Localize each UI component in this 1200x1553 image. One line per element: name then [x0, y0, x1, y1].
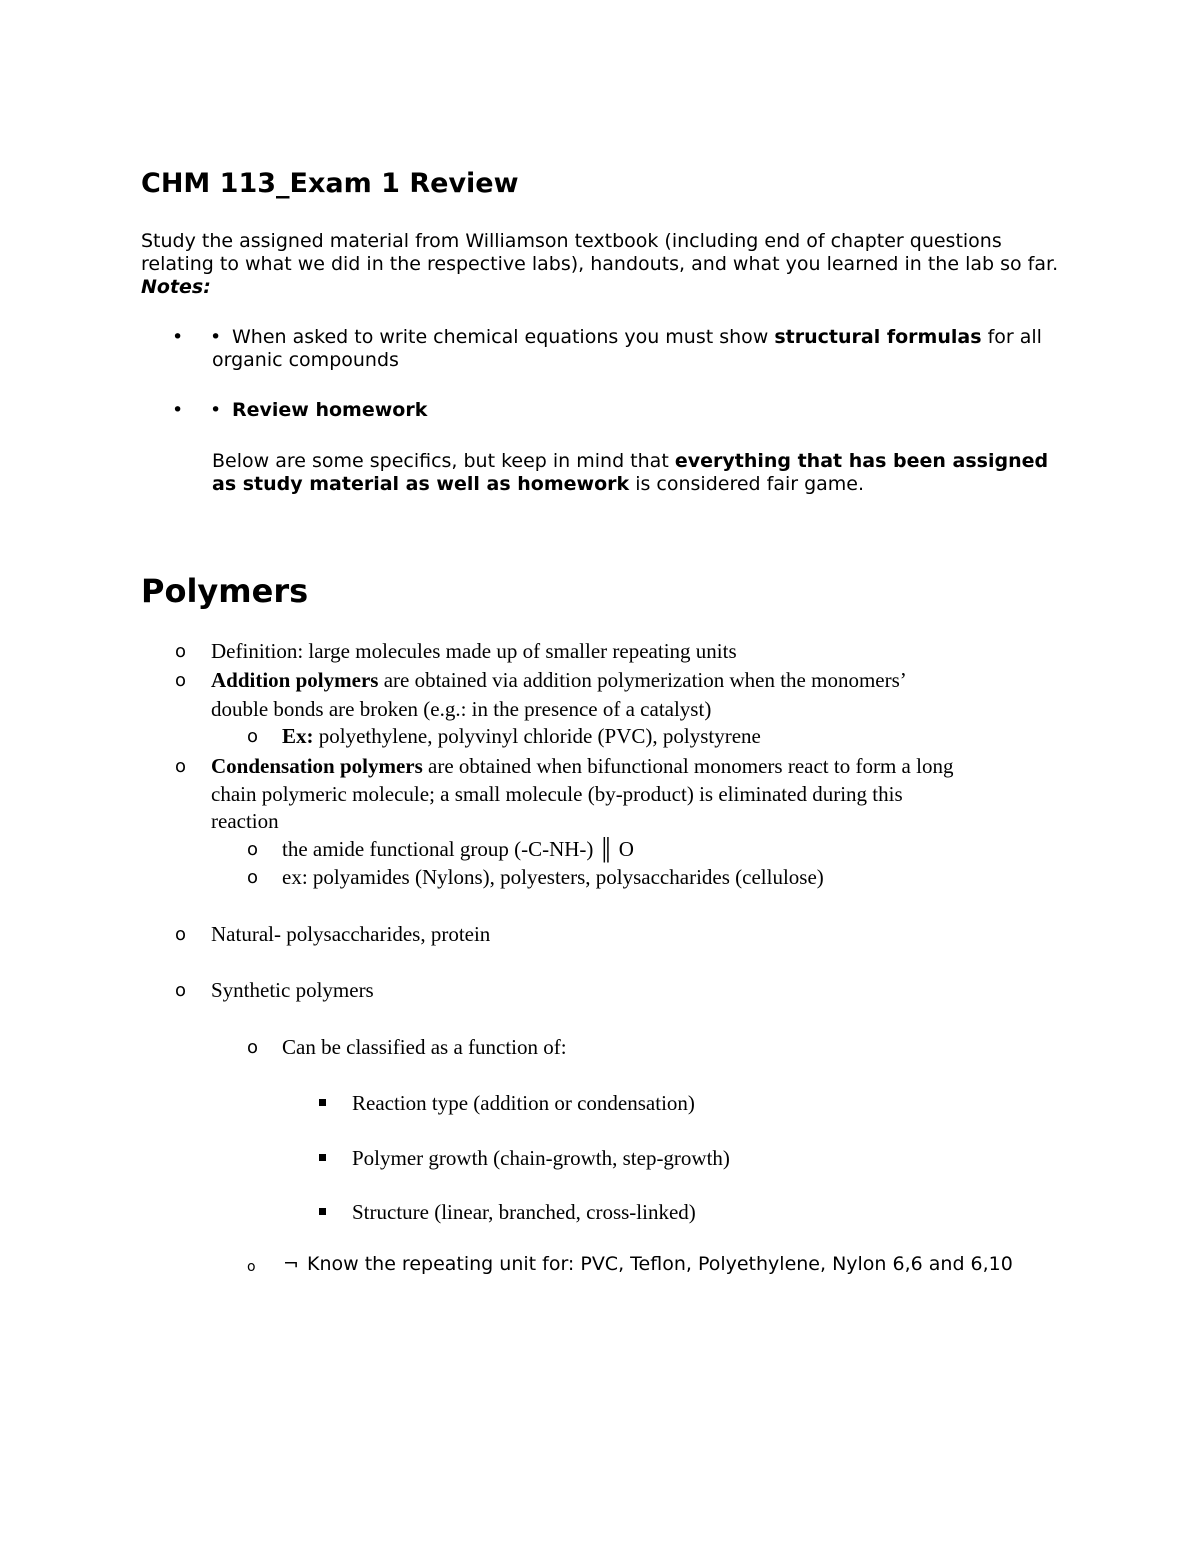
- square-bullet-icon: [319, 1208, 326, 1215]
- circle-bullet-icon: o: [247, 726, 259, 747]
- addition-bold: Addition polymers: [211, 668, 379, 692]
- specifics-pre: Below are some specifics, but keep in mind that: [212, 450, 669, 472]
- know-text: Know the repeating unit for: PVC, Teflon, Polyethylene, Nylon 6,6 and 6,10: [307, 1253, 1013, 1275]
- intro-paragraph: [141, 230, 1071, 299]
- definition-text: Definition: large molecules made up of smaller repeating units: [211, 639, 737, 663]
- condensation-line-2: chain polymeric molecule; a small molecule (by-product) is eliminated during this: [211, 782, 903, 806]
- circle-bullet-icon: o: [247, 1259, 256, 1275]
- bullet-icon: •: [172, 399, 184, 421]
- square-bullet-icon: [319, 1154, 326, 1161]
- not-sign-icon: ¬: [283, 1253, 299, 1275]
- addition-line-1: [211, 666, 907, 694]
- condensation-ex-text: ex: polyamides (Nylons), polyesters, polysaccharides (cellulose): [282, 865, 824, 889]
- condensation-line-1: [211, 752, 953, 780]
- synthetic-text: Synthetic polymers: [211, 978, 374, 1002]
- specifics-paragraph: [212, 450, 1062, 496]
- specifics-post: is considered fair game.: [635, 473, 865, 495]
- intro-text: Study the assigned material from Williamson textbook (including end of chapter questions relating to what we did in the respective labs), handouts, and what you learned in the lab so far.: [141, 230, 1059, 275]
- circle-bullet-icon: o: [175, 756, 187, 777]
- circle-bullet-icon: o: [175, 924, 187, 945]
- bullet-icon: •: [172, 326, 184, 348]
- natural-text: Natural- polysaccharides, protein: [211, 922, 491, 946]
- square-bullet-icon: [319, 1099, 326, 1106]
- specifics-bold: everything that has been assigned as study material as well as homework: [212, 450, 1049, 495]
- bullet-icon: •: [210, 399, 222, 421]
- note-text-post: for all organic compounds: [212, 326, 1042, 371]
- amide-text: the amide functional group (-C-NH-) ║ O: [282, 837, 634, 861]
- note-text-bold: Review homework: [232, 399, 428, 421]
- circle-bullet-icon: o: [247, 867, 259, 888]
- circle-bullet-icon: o: [175, 641, 187, 662]
- circle-bullet-icon: o: [247, 839, 259, 860]
- notes-label: Notes:: [141, 276, 211, 298]
- condensation-text: are obtained when bifunctional monomers react to form a long: [428, 754, 954, 778]
- bullet-icon: •: [210, 326, 222, 348]
- note-text: [212, 399, 1062, 422]
- class-item-text: Structure (linear, branched, cross-linked): [352, 1200, 696, 1224]
- circle-bullet-icon: o: [175, 980, 187, 1001]
- classified-text: Can be classified as a function of:: [282, 1035, 567, 1059]
- addition-ex-text: [282, 722, 761, 750]
- addition-line-2: double bonds are broken (e.g.: in the presence of a catalyst): [211, 697, 712, 721]
- class-item-text: Reaction type (addition or condensation): [352, 1091, 695, 1115]
- section-title: Polymers: [141, 572, 309, 610]
- class-item-text: Polymer growth (chain-growth, step-growth): [352, 1146, 730, 1170]
- condensation-line-3: reaction: [211, 809, 279, 833]
- circle-bullet-icon: o: [247, 1037, 259, 1058]
- condensation-bold: Condensation polymers: [211, 754, 423, 778]
- note-text-bold: structural formulas: [774, 326, 982, 348]
- note-text: [212, 326, 1062, 372]
- circle-bullet-icon: o: [175, 670, 187, 691]
- addition-ex-values: polyethylene, polyvinyl chloride (PVC), polystyrene: [318, 724, 761, 748]
- ex-label: Ex:: [282, 724, 314, 748]
- note-text-pre: When asked to write chemical equations you must show: [232, 326, 769, 348]
- addition-text: are obtained via addition polymerization when the monomers’: [383, 668, 907, 692]
- document-title: CHM 113_Exam 1 Review: [141, 168, 519, 199]
